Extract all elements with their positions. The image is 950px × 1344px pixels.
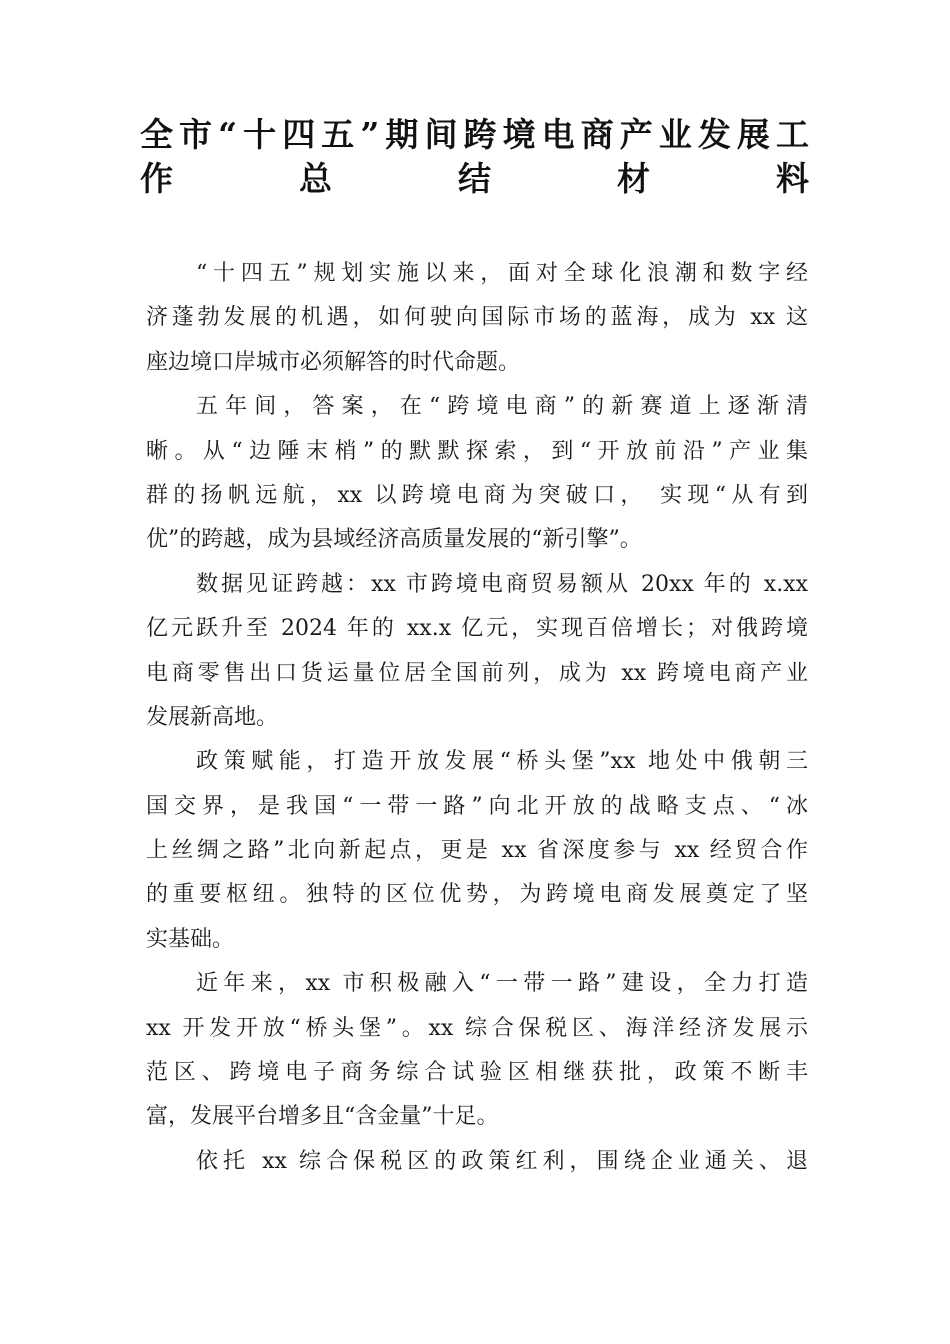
document-title <box>140 112 810 201</box>
text-line: 近年来，xx 市积极融入“一带一路”建设，全力打造 <box>196 971 808 997</box>
text-line: 群的扬帆远航，xx 以跨境电商为突破口， 实现“从有到 <box>146 482 808 508</box>
document-body <box>146 252 808 1184</box>
paragraph <box>146 962 808 1140</box>
text-line: “十四五”规划实施以来，面对全球化浪潮和数字经 <box>196 261 808 286</box>
text-line: 实基础。 <box>146 926 235 952</box>
paragraph <box>146 563 808 741</box>
title-line: 作总结材料 <box>140 159 810 199</box>
text-line: 数据见证跨越：xx 市跨境电商贸易额从 20xx 年的 x.xx <box>196 571 808 597</box>
paragraph <box>146 740 808 962</box>
text-line: 富，发展平台增多且“含金量”十足。 <box>146 1104 499 1130</box>
text-line: 优”的跨越，成为县域经济高质量发展的“新引擎”。 <box>146 527 642 553</box>
text-line: 五年间，答案，在“跨境电商”的新赛道上逐渐清 <box>196 394 808 420</box>
text-line: 济蓬勃发展的机遇，如何驶向国际市场的蓝海，成为 xx 这 <box>146 305 808 331</box>
text-line: 晰。从“边陲末梢”的默默探索，到“开放前沿”产业集 <box>146 438 808 464</box>
text-line: 国交界，是我国“一带一路”向北开放的战略支点、“冰 <box>146 793 808 819</box>
text-line: 上丝绸之路”北向新起点，更是 xx 省深度参与 xx 经贸合作 <box>146 838 808 864</box>
text-line: 电商零售出口货运量位居全国前列，成为 xx 跨境电商产业 <box>146 660 808 686</box>
title-line: 全市“十四五”期间跨境电商产业发展工 <box>140 115 810 154</box>
text-line: 依托 xx 综合保税区的政策红利，围绕企业通关、退 <box>196 1148 808 1174</box>
text-line: 的重要枢纽。独特的区位优势，为跨境电商发展奠定了坚 <box>146 882 808 908</box>
text-line: 座边境口岸城市必须解答的时代命题。 <box>146 349 521 375</box>
text-line: xx 开发开放“桥头堡”。xx 综合保税区、海洋经济发展示 <box>146 1015 808 1041</box>
paragraph <box>146 385 808 563</box>
text-line: 发展新高地。 <box>146 704 279 730</box>
paragraph <box>146 252 808 385</box>
paragraph <box>146 1140 808 1184</box>
text-line: 政策赋能，打造开放发展“桥头堡”xx 地处中俄朝三 <box>196 749 808 775</box>
text-line: 范区、跨境电子商务综合试验区相继获批，政策不断丰 <box>146 1060 808 1086</box>
text-line: 亿元跃升至 2024 年的 xx.x 亿元，实现百倍增长；对俄跨境 <box>146 616 808 642</box>
